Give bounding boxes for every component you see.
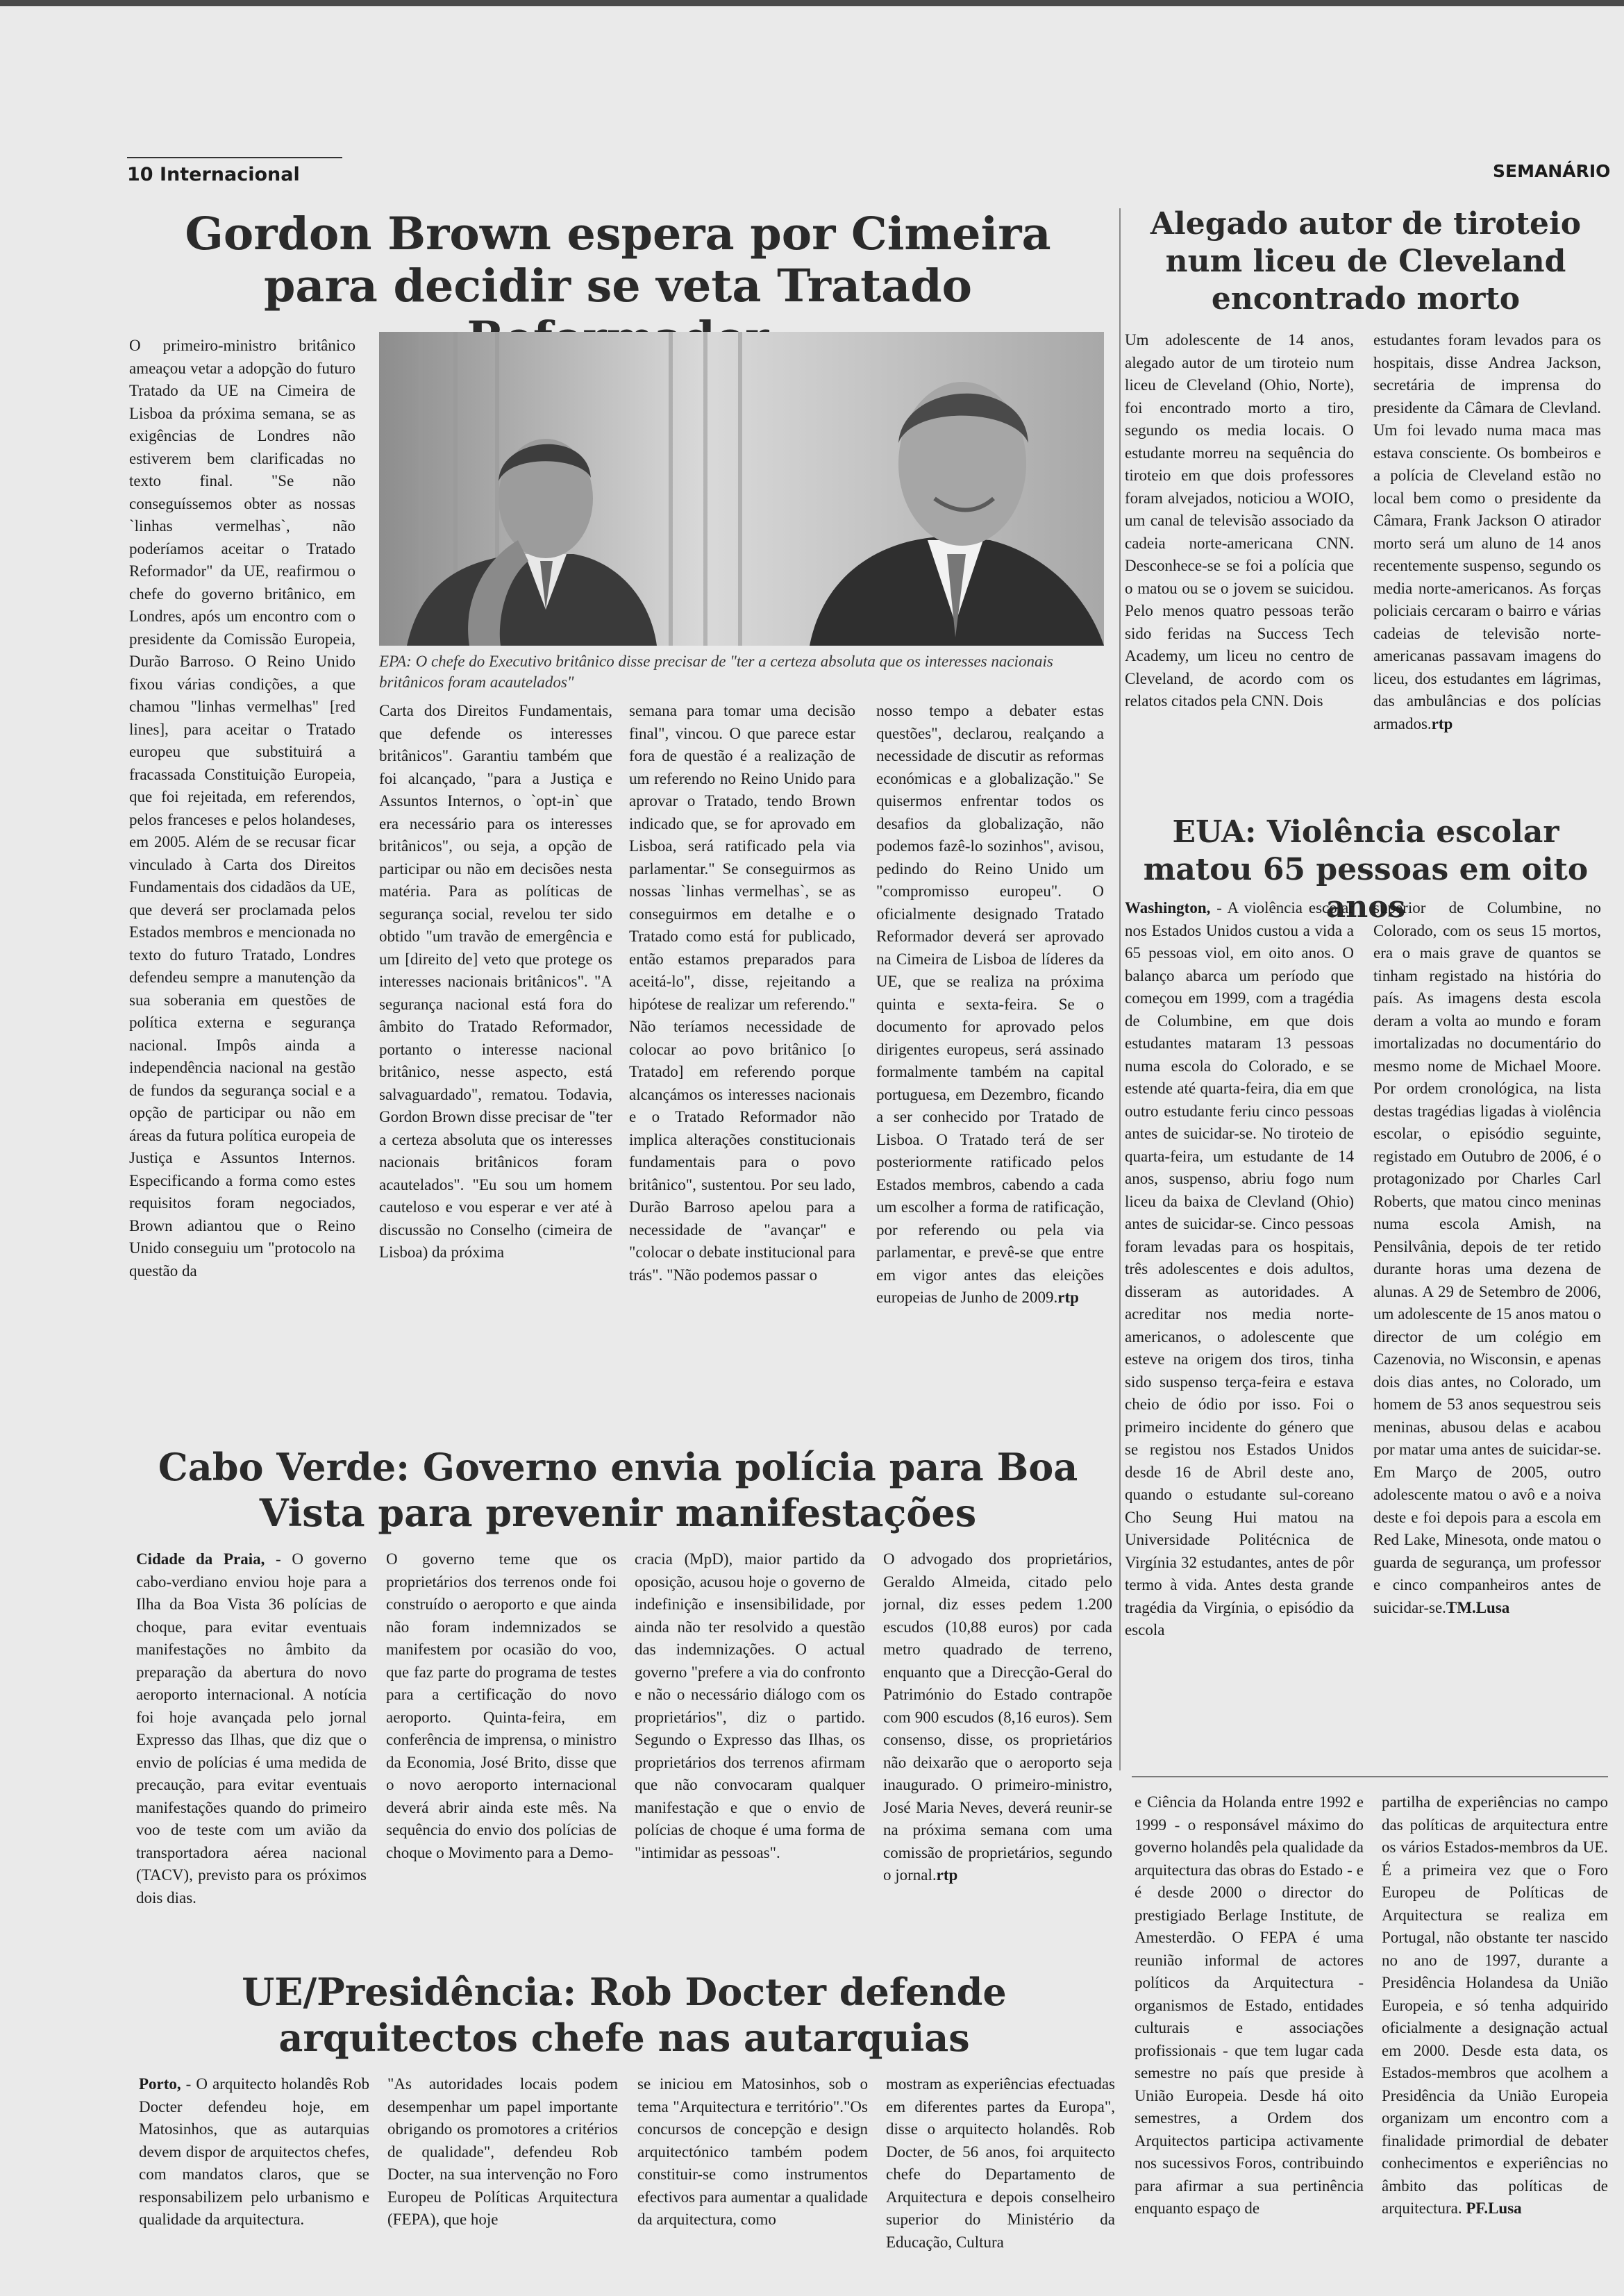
- eua-column-2: [1373, 897, 1601, 1777]
- eua-text-1-body: - A violência escolar nos Estados Unidos custou a vida a 65 pessoas viol, em oito anos. O balanço abarca um período que começou em 1999, com a tragédia de Columbine, em que dois estudantes mataram 13 pessoas numa escola do Colorado, e se estende até quarta-feira, dia em que outro estudante feriu cinco pessoas antes de suicidar-se. No tiroteio de quarta-feira, um estudante de 14 anos, suspenso, abriu fogo num liceu da baixa de Clevland (Ohio) antes de suicidar-se. Cinco pessoas foram levadas para os hospitais, três adolescentes e dois adultos, disseram as autoridades. A acreditar nos media norte-americanos, o adolescente que esteve na origem dos tiros, tinha sido suspenso terça-feira e estava cheio de ódio por isso. Foi o primeiro incidente do género que se registou nos Estados Unidos desde 16 de Abril deste ano, quando o estudante sul-coreano Cho Seung Hui matou na Universidade Politécnica de Virgínia 32 estudantes, antes de pôr termo à vida. Antes desta grande tragédia da Virgínia, o episódio da escola: [1125, 899, 1354, 1639]
- docter-headline: UE/Presidência: Rob Docter defende arquitectos chefe nas autarquias: [242, 1970, 1007, 2060]
- caboverde-dateline: Cidade da Praia,: [136, 1550, 265, 1568]
- eua-headline: EUA: Violência escolar matou 65 pessoas em oito anos: [1143, 814, 1589, 925]
- docter-column-5: [1135, 1791, 1364, 2263]
- caboverde-text-3: cracia (MpD), maior partido da oposição, acusou hoje o governo de indefinição e insensibilidade, por ainda não ter resolvido a questão das indemnizações. O actual governo "prefere a via do confronto e não o necessário diálogo com os proprietários", diz o partido. Segundo o Expresso das Ilhas, os proprietários dos terrenos afirmam que não convocaram qualquer manifestação e que o envio de polícias de choque é uma forma de "intimidar as pessoas".: [635, 1550, 865, 1861]
- brown-signature: rtp: [1057, 1289, 1079, 1306]
- eua-bottom-rule: [1132, 1776, 1608, 1777]
- docter-text-2: "As autoridades locais podem desempenhar um papel importante obrigando os promotores a critérios de qualidade", defendeu Rob Docter, na sua intervenção no Foro Europeu de Políticas Arquitectura (FEPA), que hoje: [387, 2075, 618, 2228]
- masthead: SEMANÁRIO: [1493, 161, 1611, 181]
- docter-text-5: e Ciência da Holanda entre 1992 e 1999 - o responsável máximo do governo holandês pela qualidade da arquitectura das obras do Estado - e é desde 2000 o director do prestigiado Berlage Institute, de Amesterdão. O FEPA é uma reunião informal de actores políticos da Arquitectura - organismos de Estado, entidades culturais e associações profissionais - que tem lugar cada semestre no país que preside à União Europeia. Desde há oito semestres, a Ordem dos Arquitectos participa activamente nos sucessivos Foros, contribuindo para afirmar a sua pertinência enquanto espaço de: [1135, 1793, 1364, 2217]
- section-rule: [127, 157, 342, 158]
- docter-column-3: [637, 2073, 868, 2261]
- docter-dateline: Porto,: [139, 2075, 181, 2093]
- eua-text-2-body: superior de Columbine, no Colorado, com os seus 15 mortos, era o mais grave de quantos se tinham registado na história do país. As imagens desta escola deram a volta ao mundo e foram imortalizadas no documentário do mesmo nome de Michael Moore. Por ordem cronológica, na lista destas tragédias ligadas à violência escolar, o episódio seguinte, registado em Outubro de 2006, é o protagonizado por Charles Carl Roberts, que matou cinco meninas numa escola Amish, na Pensilvânia, depois de ter retido durante horas uma dezena de alunas. A 29 de Setembro de 2006, um adolescente de 15 anos matou o director de um colégio em Cazenovia, no Wisconsin, e apenas dois dias antes, no Colorado, um homem de 53 anos sequestrou seis meninas, abusou delas e acabou por matar uma antes de suicidar-se. Em Março de 2005, outro adolescente matou o avô e a noiva deste e foi depois para a escola em Red Lake, Minesota, onde matou o guarda de segurança, um professor e cinco companheiros antes de suicidar-se.: [1373, 899, 1601, 1616]
- photo-illustration: [379, 332, 1104, 646]
- page-top-edge: [0, 0, 1624, 6]
- brown-column-2: [379, 700, 612, 1448]
- cleveland-headline: Alegado autor de tiroteio num liceu de Cleveland encontrado morto: [1150, 206, 1582, 317]
- column-separator: [1119, 208, 1121, 1770]
- docter-text-4: mostram as experiências efectuadas em diferentes partes da Europa", disse o arquitecto holandês. Rob Docter, de 56 anos, foi arquitecto chefe do Departamento de Arquitectura e depois conselheiro superior do Ministério da Educação, Cultura: [886, 2075, 1115, 2251]
- caboverde-column-3: [635, 1548, 865, 1972]
- docter-column-6: [1382, 1791, 1608, 2263]
- eua-dateline: Washington,: [1125, 899, 1211, 916]
- brown-text-4-body: nosso tempo a debater estas questões", declarou, realçando a necessidade de discutir as reformas económicas e a globalização." Se quisermos enfrentar todos os desafios da globalização, não podemos fazê-lo sozinhos", avisou, pedindo do Reino Unido um "compromisso europeu". O oficialmente designado Tratado Reformador deverá ser aprovado na Cimeira de Lisboa de líderes da UE, que se realiza na próxima quinta e sexta-feira. Se o documento for aprovado pelos dirigentes europeus, será assinado formalmente também na capital portuguesa, em Dezembro, ficando a ser conhecido por Tratado de Lisboa. O Tratado terá de ser posteriormente ratificado pelos Estados membros, cabendo a cada um escolher a forma de ratificação, por referendo ou pela via parlamentar, e prevê-se que entre em vigor antes das eleições europeias de Junho de 2009.: [876, 702, 1104, 1306]
- caboverde-column-2: [386, 1548, 617, 1972]
- brown-column-1: [129, 335, 355, 1448]
- docter-column-2: [387, 2073, 618, 2261]
- cleveland-column-1: [1125, 329, 1354, 807]
- cleveland-text-2-body: estudantes foram levados para os hospitais, disse Andrea Jackson, secretária de imprensa do presidente da Câmara de Clevland. Um foi levado numa maca mas estava consciente. Os bombeiros e a polícia de Cleveland estão no local bem como o presidente da Câmara, Frank Jackson O atirador morto será um aluno de 14 anos recentemente suspenso, segundo os media norte-americanos. As forças policiais cercaram o bairro e várias cadeias de televisão norte-americanas passavam imagens do liceu, dos estudantes em lágrimas, das ambulâncias e dos polícias armados.: [1373, 331, 1601, 732]
- caboverde-text-4-body: O advogado dos proprietários, Geraldo Almeida, citado pelo jornal, diz esses pedem 1.200 escudos (10,88 euros) por cada metro quadrado de terreno, enquanto que a Direcção-Geral do Património do Estado contrapõe com 900 escudos (8,16 euros). Sem consenso, disse, os proprietários não deixarão que o aeroporto seja inaugurado. O primeiro-ministro, José Maria Neves, deverá reunir-se na próxima semana com uma comissão de proprietários, segundo o jornal.: [883, 1550, 1112, 1884]
- eua-text-1: [1125, 897, 1354, 1642]
- brown-headline: Gordon Brown espera por Cimeira para decidir se veta Tratado: [185, 208, 1051, 312]
- brown-column-3: [629, 700, 855, 1448]
- eua-text-2: [1373, 897, 1601, 1619]
- caboverde-headline: Cabo Verde: Governo envia polícia para Boa Vista para prevenir manifestações: [158, 1445, 1078, 1535]
- caboverde-text-1-body: - O governo cabo-verdiano enviou hoje para a Ilha da Boa Vista 36 polícias de choque, para evitar eventuais manifestações no âmbito da preparação da abertura do novo aeroporto internacional. A notícia foi hoje avançada pelo jornal Expresso das Ilhas, que diz que o envio de polícias é uma medida de precaução, para evitar eventuais manifestações quando do primeiro voo de teste com um avião da transportadora aérea nacional (TACV), previsto para os próximos dois dias.: [136, 1550, 367, 1907]
- eua-signature: TM.Lusa: [1446, 1598, 1510, 1616]
- caboverde-column-4: [883, 1548, 1112, 1972]
- cleveland-text-2: [1373, 329, 1601, 735]
- docter-text-6: [1382, 1791, 1608, 2220]
- brown-column-4: [876, 700, 1104, 1448]
- caboverde-text-2: O governo teme que os proprietários dos terrenos onde foi construído o aeroporto e que ainda não foram indemnizados se manifestem por ocasião do voo, que faz parte do programa de testes para a certificação do novo aeroporto. Quinta-feira, em conferência de imprensa, o ministro da Economia, José Brito, disse que o novo aeroporto internacional deverá abrir ainda este mês. Na sequência do envio dos polícias de choque o Movimento para a Demo-: [386, 1550, 617, 1861]
- brown-barroso-photo: [379, 332, 1104, 646]
- cleveland-column-2: [1373, 329, 1601, 807]
- docter-text-6-body: partilha de experiências no campo das políticas de arquitectura entre os vários Estados-membros da UE. É a primeira vez que o Foro Europeu de Políticas de Arquitectura se realiza em Portugal, não obstante ter nascido no ano de 1997, durante a Presidência Holandesa da União Europeia, e só tenha adquirido oficialmente a designação actual em 2000. Desde esta data, os Estados-membros que acolhem a Presidência da União Europeia organizam um encontro com a finalidade primordial de debater conhecimentos e experiências no âmbito das políticas de arquitectura.: [1382, 1793, 1608, 2217]
- eua-column-1: [1125, 897, 1354, 1777]
- cleveland-signature: rtp: [1431, 714, 1453, 732]
- docter-text-3: se iniciou em Matosinhos, sob o tema "Arquitectura e território"."Os concursos de concepção e design arquitectónico também podem constituir-se como instrumentos efectivos para aumentar a qualidade da arquitectura, como: [637, 2075, 868, 2228]
- brown-text-2: Carta dos Direitos Fundamentais, que defende os interesses britânicos". Garantiu também que foi alcançado, "para a Justiça e Assuntos Internos, o `opt-in` que era necessário para os interesses britânicos", ou seja, a opção de participar ou não em decisões nesta matéria. Para as políticas de segurança social, revelou ter sido obtido "um travão de emergência e um [direito de] veto que protege os interesses nacionais britânicos". "A segurança nacional está fora do âmbito do Tratado Reformador, portanto o interesse nacional britânico, nesse aspecto, está salvaguardado", rematou. Todavia, Gordon Brown disse precisar de "ter a certeza absoluta que os interesses nacionais britânicos foram acautelados". "Eu sou um homem cauteloso e vou esperar e ver até à discussão no Conselho (cimeira de Lisboa) da próxima: [379, 702, 612, 1261]
- caboverde-signature: rtp: [936, 1866, 958, 1884]
- caboverde-column-1: [136, 1548, 367, 1972]
- brown-text-4: [876, 700, 1104, 1309]
- caboverde-text-1: [136, 1548, 367, 1909]
- section-label: 10 Internacional: [127, 164, 300, 185]
- docter-column-1: [139, 2073, 369, 2261]
- cleveland-text-1: Um adolescente de 14 anos, alegado autor de um tiroteio num liceu de Cleveland (Ohio, Norte), foi encontrado morto a tiro, segundo os media locais. O estudante morreu na sequência do tiroteio em que dois professores foram alvejados, noticiou a WOIO, um canal de televisão associado da cadeia norte-americana CNN. Desconhece-se se foi a polícia que o matou ou se o jovem se suicidou. Pelo menos quatro pessoas terão sido feridas na Success Tech Academy, um liceu no centro de Cleveland, de acordo com os relatos citados pela CNN. Dois: [1125, 331, 1354, 710]
- caboverde-text-4: [883, 1548, 1112, 1887]
- brown-text-1: O primeiro-ministro britânico ameaçou vetar a adopção do futuro Tratado da UE na Cimeira de Lisboa da próxima semana, se as exigências de Londres não estiverem bem clarificadas no texto final. "Se não conseguíssemos obter as nossas `linhas vermelhas`, não poderíamos aceitar o Tratado Reformador" da UE, reafirmou o chefe do governo britânico, em Londres, após um encontro com o presidente da Comissão Europeia, Durão Barroso. O Reino Unido fixou várias condições, a que chamou "linhas vermelhas" [red lines], para aceitar o Tratado europeu que substituirá a fracassada Constituição Europeia, que foi rejeitada, em referendos, pelos franceses e pelos holandeses, em 2005. Além de se recusar ficar vinculado à Carta dos Direitos Fundamentais dos cidadãos da UE, que deverá ser proclamada pelos Estados membros e mencionada no texto do futuro Tratado, Londres defendeu sempre a manutenção da sua soberania em questões de política externa e segurança nacional. Impôs ainda a independência nacional na gestão de fundos da segurança social e a opção de participar ou não em áreas da futura política europeia de Justiça e Assuntos Internos. Especificando a forma como estes requisitos foram negociados, Brown adiantou que o Reino Unido conseguiu um "protocolo na questão da: [129, 337, 355, 1280]
- docter-signature: PF.Lusa: [1466, 2199, 1522, 2217]
- docter-text-1: [139, 2073, 369, 2231]
- docter-column-4: [886, 2073, 1115, 2261]
- brown-text-3: semana para tomar uma decisão final", vincou. O que parece estar fora de questão é a realização de um referendo no Reino Unido para aprovar o Tratado, tendo Brown indicado que, se for aprovado em Lisboa, será ratificado pela via parlamentar." Se conseguirmos as nossas `linhas vermelhas`, se as conseguirmos em detalhe e o Tratado como está for publicado, então estamos preparados para aceitá-lo", disse, rejeitando a hipótese de realizar um referendo." Não teríamos necessidade de colocar ao povo britânico [o Tratado] em referendo porque alcançámos os interesses nacionais e o Tratado Reformador não implica alterações constitucionais fundamentais para o povo britânico", sustentou. Por seu lado, Durão Barroso apelou para a necessidade de "avançar" e "colocar o debate institucional para trás". "Não podemos passar o: [629, 702, 855, 1284]
- docter-text-1-body: - O arquitecto holandês Rob Docter defendeu hoje, em Matosinhos, que as autarquias devem dispor de arquitectos chefes, com mandatos claros, que se responsabilizem pelo urbanismo e qualidade da arquitectura.: [139, 2075, 369, 2228]
- photo-caption: EPA: O chefe do Executivo britânico disse precisar de "ter a certeza absoluta que os interesses nacionais britânicos foram acautelados": [379, 653, 1053, 691]
